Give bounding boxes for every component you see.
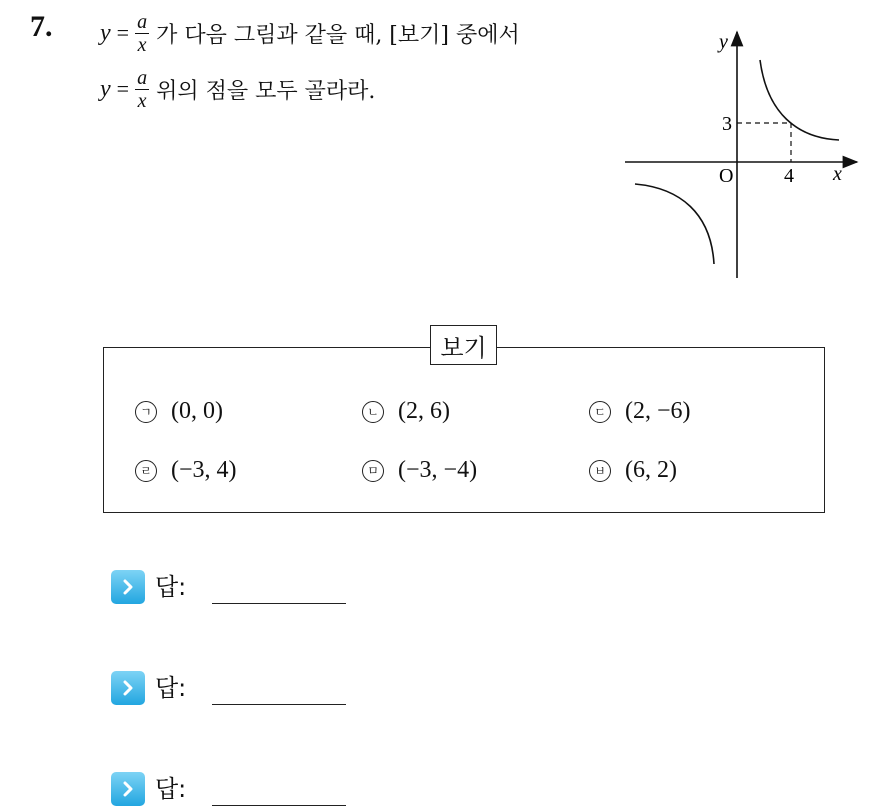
answer-row	[111, 570, 346, 604]
choice-value: (−3, −4)	[398, 457, 478, 483]
choice-marker: ㅂ	[589, 460, 611, 482]
chevron-right-icon	[111, 570, 145, 604]
choice-value: (0, 0)	[171, 398, 223, 424]
equation-lhs: y	[100, 19, 111, 46]
choices-box	[103, 347, 825, 513]
hyperbola-branch-q3	[635, 184, 714, 264]
chevron-right-icon	[111, 772, 145, 806]
choice-item	[362, 457, 477, 484]
choice-marker: ㄹ	[135, 460, 157, 482]
fraction	[135, 68, 149, 111]
fraction-numerator: a	[137, 66, 148, 89]
answer-blank[interactable]	[212, 674, 346, 705]
question-text-1: 가 다음 그림과 같을 때, [보기] 중에서	[156, 22, 520, 48]
answer-label: 답:	[155, 573, 187, 601]
origin-label: O	[719, 165, 734, 187]
choice-value: (−3, 4)	[171, 457, 237, 483]
y-axis-label: y	[719, 31, 728, 53]
question-text-2: 위의 점을 모두 골라라.	[156, 78, 376, 104]
fraction-numerator: a	[137, 10, 148, 33]
choice-marker: ㄷ	[589, 401, 611, 423]
x-axis-label: x	[833, 163, 842, 185]
question-number: 7.	[30, 10, 53, 43]
chevron-right-icon	[111, 671, 145, 705]
choice-marker: ㅁ	[362, 460, 384, 482]
answer-row	[111, 671, 346, 705]
question-line-1	[100, 8, 520, 58]
answer-label: 답:	[155, 674, 187, 702]
equation-lhs: y	[100, 75, 111, 102]
answer-row	[111, 772, 346, 806]
choice-marker: ㄴ	[362, 401, 384, 423]
choice-value: (2, −6)	[625, 398, 691, 424]
choice-item	[135, 398, 223, 425]
answer-blank[interactable]	[212, 775, 346, 806]
choice-item	[589, 398, 691, 425]
hyperbola-graph	[625, 28, 865, 284]
choice-value: (2, 6)	[398, 398, 450, 424]
equals-sign: =	[116, 76, 130, 101]
equals-sign: =	[116, 20, 130, 45]
hyperbola-branch-q1	[760, 60, 839, 140]
fraction-denominator: x	[137, 89, 147, 112]
x-tick-label: 4	[784, 165, 794, 187]
answer-blank[interactable]	[212, 573, 346, 604]
answer-label: 답:	[155, 775, 187, 803]
choice-item	[589, 457, 677, 484]
choice-item	[362, 398, 450, 425]
choice-marker: ㄱ	[135, 401, 157, 423]
choice-value: (6, 2)	[625, 457, 677, 483]
fraction-denominator: x	[137, 33, 147, 56]
choice-item	[135, 457, 237, 484]
question-line-2	[100, 64, 375, 114]
y-tick-label: 3	[722, 113, 732, 135]
fraction	[135, 12, 149, 55]
choices-box-title: 보기	[430, 325, 497, 365]
